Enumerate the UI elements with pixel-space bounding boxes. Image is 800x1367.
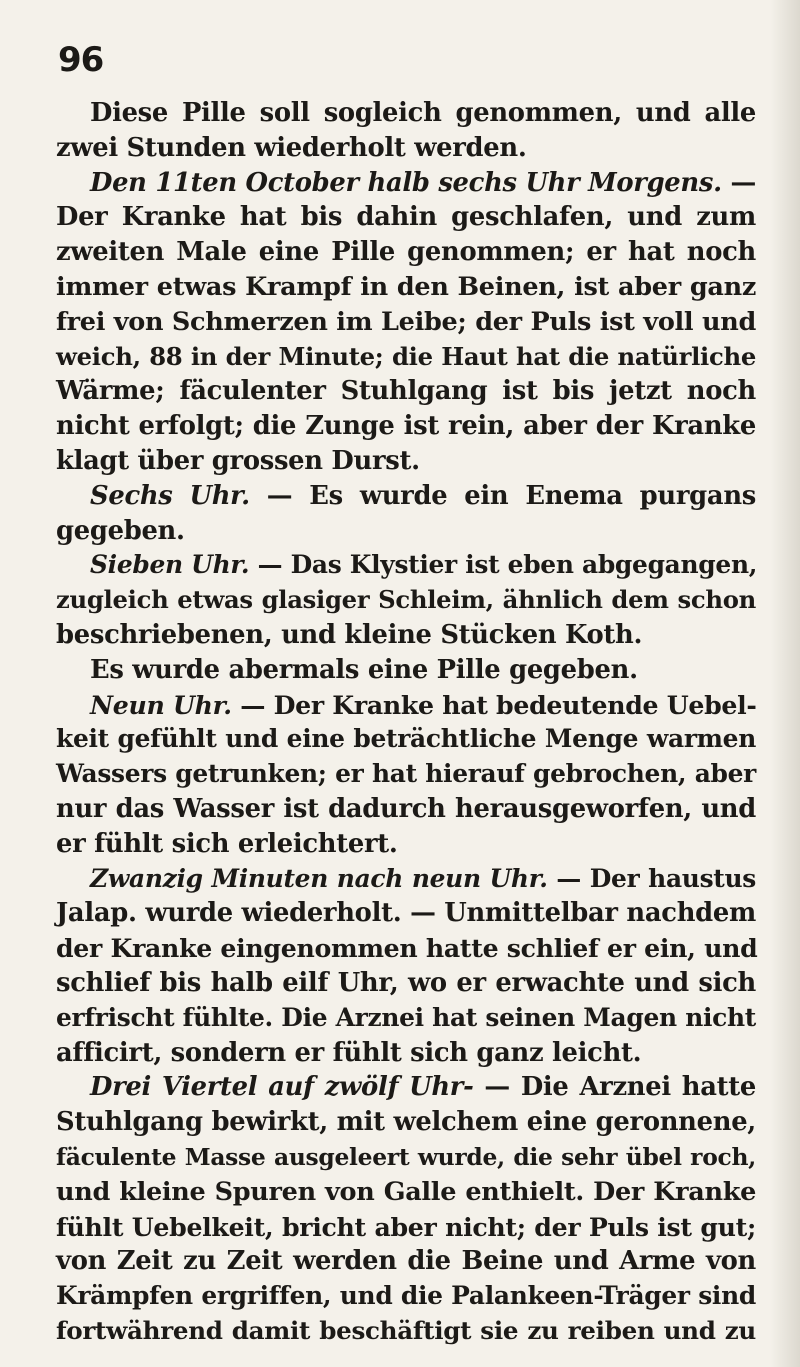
text-line	[56, 862, 756, 897]
text-run: nur das Wasser ist dadurch herausgeworfen, und	[56, 793, 756, 824]
text-run: — Die Arznei hatte	[473, 1072, 756, 1103]
text-line	[56, 1210, 756, 1245]
text-run: Der Kranke hat bis dahin geschlafen, und zum	[56, 202, 756, 233]
text-line	[56, 479, 756, 514]
text-line	[56, 1140, 756, 1175]
text-line	[56, 270, 756, 305]
text-run: —	[721, 167, 756, 198]
text-run: — Der Kranke hat bedeutende Uebel-	[231, 689, 757, 720]
text-run: keit gefühlt und eine beträchtliche Menge warmen	[56, 724, 756, 754]
text-run: — Es wurde ein Enema purgans	[249, 480, 757, 511]
text-run: Wassers getrunken; er hat hierauf gebrochen, aber	[56, 759, 756, 789]
text-line	[56, 131, 756, 166]
text-run: immer etwas Krampf in den Beinen, ist aber ganz	[56, 271, 756, 302]
text-line	[56, 514, 756, 549]
text-line	[56, 1279, 756, 1314]
text-line	[56, 548, 756, 583]
text-run-italic: Drei Viertel auf zwölf Uhr-	[90, 1072, 474, 1103]
text-line	[56, 757, 756, 792]
text-run: gegeben.	[56, 515, 185, 546]
text-run: klagt über grossen Durst.	[56, 445, 420, 476]
text-line	[56, 1001, 756, 1036]
text-line	[56, 1244, 756, 1279]
text-line	[56, 792, 756, 827]
text-line	[56, 722, 756, 757]
text-line	[56, 1175, 756, 1210]
text-run: zugleich etwas glasiger Schleim, ähnlich dem schon	[56, 585, 756, 615]
text-line	[56, 1105, 756, 1140]
text-run: — Der haustus	[547, 863, 756, 893]
text-line	[56, 1314, 756, 1349]
text-run-italic: Sieben Uhr.	[90, 550, 250, 580]
text-line	[56, 374, 756, 409]
text-run: zweiten Male eine Pille genommen; er hat noch	[56, 237, 756, 268]
text-line	[56, 688, 756, 723]
text-line	[56, 1070, 756, 1105]
text-line	[56, 896, 756, 931]
text-run: Stuhlgang bewirkt, mit welchem eine geronnene,	[56, 1107, 756, 1138]
text-run: und kleine Spuren von Galle enthielt. Der Kranke	[56, 1176, 756, 1207]
text-line	[56, 653, 756, 688]
text-line	[56, 340, 756, 375]
text-run: zwei Stunden wiederholt werden.	[56, 132, 527, 163]
text-run: — Das Klystier ist eben abgegangen,	[249, 550, 758, 580]
text-line	[56, 583, 756, 618]
text-line	[56, 444, 756, 479]
text-line	[56, 235, 756, 270]
body-text	[56, 96, 756, 1349]
text-run: Krämpfen ergriffen, und die Palankeen-Träger sind	[56, 1281, 756, 1311]
text-run: der Kranke eingenommen hatte schlief er ein, und	[56, 933, 758, 964]
text-run: beschriebenen, und kleine Stücken Koth.	[56, 619, 643, 650]
text-run: weich, 88 in der Minute; die Haut hat die natürliche	[56, 341, 756, 371]
text-line	[56, 1036, 756, 1071]
text-run-italic: Zwanzig Minuten nach neun Uhr.	[90, 863, 548, 893]
text-line	[56, 166, 756, 201]
text-run: von Zeit zu Zeit werden die Beine und Arme von	[56, 1246, 756, 1277]
text-run-italic: Sechs Uhr.	[90, 480, 250, 511]
text-run: frei von Schmerzen im Leibe; der Puls ist voll und	[56, 306, 756, 337]
text-line	[56, 409, 756, 444]
text-run: fortwährend damit beschäftigt sie zu reiben und zu	[56, 1315, 756, 1345]
text-run: schlief bis halb eilf Uhr, wo er erwachte und sich	[56, 967, 756, 998]
text-run-italic: Neun Uhr.	[90, 689, 232, 720]
page-edge-shadow	[770, 0, 800, 1367]
text-run: fäculente Masse ausgeleert wurde, die sehr übel roch,	[56, 1142, 756, 1171]
text-line	[56, 966, 756, 1001]
text-run: afficirt, sondern er fühlt sich ganz leicht.	[56, 1037, 642, 1068]
text-run-italic: Den 11ten October halb sechs Uhr Morgens.	[90, 167, 722, 198]
text-run: Wärme; fäculenter Stuhlgang ist bis jetzt noch	[56, 376, 756, 407]
text-run: Jalap. wurde wiederholt. — Unmittelbar nachdem	[56, 898, 756, 929]
text-run: Diese Pille soll sogleich genommen, und alle	[90, 98, 756, 128]
text-run: Es wurde abermals eine Pille gegeben.	[90, 654, 638, 685]
page-number: 96	[58, 40, 104, 80]
text-line	[56, 305, 756, 340]
text-run: erfrischt fühlte. Die Arznei hat seinen Magen nicht	[56, 1002, 756, 1032]
text-line	[56, 618, 756, 653]
text-line	[56, 200, 756, 235]
text-run: fühlt Uebelkeit, bricht aber nicht; der Puls ist gut;	[56, 1211, 756, 1242]
text-line	[56, 96, 756, 131]
text-run: nicht erfolgt; die Zunge ist rein, aber der Kranke	[56, 411, 756, 442]
text-run: er fühlt sich erleichtert.	[56, 828, 398, 859]
text-line	[56, 931, 756, 966]
text-line	[56, 827, 756, 862]
